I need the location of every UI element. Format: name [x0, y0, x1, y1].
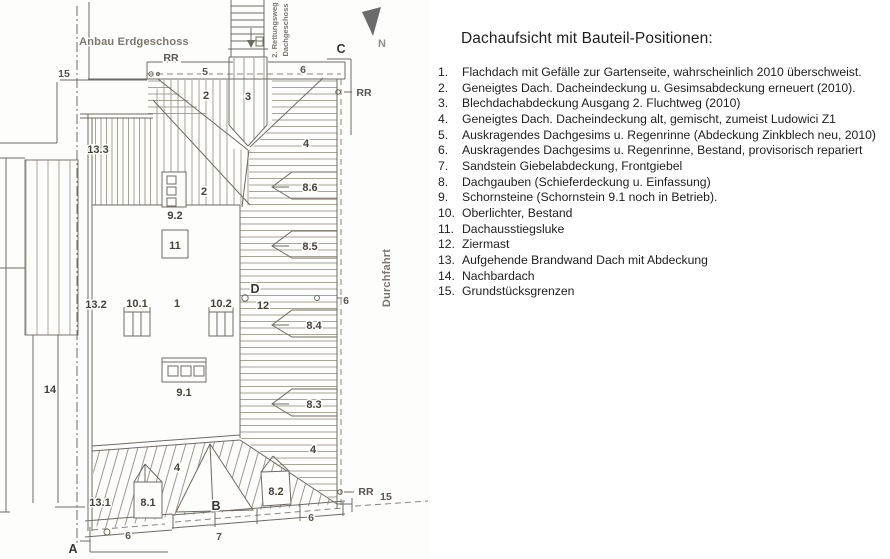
plan-label-4: 4 — [309, 444, 317, 456]
plan-label-rr: RR — [358, 486, 374, 498]
legend-item-number: 15. — [438, 284, 455, 299]
plan-label-8-5: 8.5 — [302, 241, 318, 253]
legend-item — [438, 96, 890, 112]
plan-label-8-1: 8.1 — [140, 497, 156, 509]
legend-item-text: Dachausstiegsluke — [462, 221, 565, 236]
plan-label-15: 15 — [380, 491, 392, 503]
legend-item-text: Geneigtes Dach. Dacheindeckung alt, gemischt, zumeist Ludowici Z1 — [462, 111, 836, 126]
legend-item-text: Nachbardach — [462, 268, 535, 283]
legend-item — [438, 112, 890, 128]
plan-label-6: 6 — [125, 530, 131, 542]
legend-item-number: 4. — [438, 111, 449, 126]
plan-label-c: C — [336, 42, 346, 56]
legend-item-text: Geneigtes Dach. Dacheindeckung u. Gesimsabdeckung erneuert (2010). — [462, 80, 856, 95]
legend-item-number: 3. — [438, 96, 449, 111]
plan-label-durchfahrt: Durchfahrt — [381, 248, 393, 308]
plan-label-11: 11 — [169, 240, 181, 252]
plan-label-2: 2 — [202, 90, 210, 102]
legend-item-number: 9. — [438, 190, 449, 205]
plan-label-13-3: 13.3 — [87, 144, 109, 156]
plan-label-2-rettungsweg: 2. Rettungsweg — [270, 2, 279, 58]
plan-label-8-2: 8.2 — [268, 486, 284, 498]
legend-item-number: 10. — [438, 205, 455, 220]
legend-item-number: 14. — [438, 268, 455, 283]
legend-item — [438, 190, 890, 206]
legend-panel — [430, 0, 890, 300]
neighbor-roof-14-hatch — [25, 160, 78, 335]
legend-item-number: 11. — [438, 221, 455, 236]
legend-item — [438, 159, 890, 175]
legend-item — [438, 65, 890, 81]
legend-item-number: 7. — [438, 158, 449, 173]
plan-label-8-4: 8.4 — [306, 320, 322, 332]
legend-item — [438, 128, 890, 144]
legend-item-text: Aufgehende Brandwand Dach mit Abdeckung — [462, 252, 708, 267]
legend-item — [438, 237, 890, 253]
legend-item — [438, 253, 890, 269]
plan-label-8-3: 8.3 — [306, 399, 322, 411]
plan-label-3: 3 — [244, 91, 252, 103]
plan-label-4: 4 — [173, 462, 181, 474]
legend-item-text: Oberlichter, Bestand — [462, 205, 573, 220]
plan-label-10-2: 10.2 — [210, 298, 232, 310]
plan-label-13-1: 13.1 — [89, 497, 111, 509]
legend-item-number: 2. — [438, 80, 449, 95]
legend-item-number: 1. — [438, 65, 449, 79]
plan-label-2: 2 — [200, 186, 208, 198]
plan-label-1: 1 — [173, 298, 181, 310]
plan-label-9-1: 9.1 — [176, 387, 192, 399]
plan-label-n: N — [378, 38, 386, 50]
plan-label-9-2: 9.2 — [167, 210, 183, 222]
roof-plan-drawing — [0, 0, 430, 559]
firewall-13-3-hatch — [92, 118, 153, 205]
legend-item — [438, 222, 890, 238]
legend-item-number: 5. — [438, 127, 449, 142]
legend-item-text: Grundstücksgrenzen — [462, 284, 575, 299]
chimney-9-2-symbol — [162, 172, 186, 207]
legend-item-text: Schornsteine (Schornstein 9.1 noch in Betrieb). — [462, 190, 718, 205]
plan-label-6: 6 — [308, 512, 314, 524]
plan-label-7: 7 — [216, 531, 222, 543]
legend-item-text: Flachdach mit Gefälle zur Gartenseite, wahrscheinlich 2010 überschweist. — [462, 65, 862, 79]
plan-label-5: 5 — [202, 66, 208, 78]
plan-label-13-2: 13.2 — [85, 299, 107, 311]
plan-label-dachgeschoss: Dachgeschoss — [281, 3, 290, 57]
chimney-9-1-symbol — [162, 358, 206, 382]
plan-label-12: 12 — [256, 300, 270, 312]
plan-label-10-1: 10.1 — [126, 298, 148, 310]
legend-item-number: 8. — [438, 174, 449, 189]
plan-label-rr: RR — [356, 87, 372, 99]
legend-item-text: Auskragendes Dachgesims u. Regenrinne (Abdeckung Zinkblech neu, 2010) — [462, 127, 876, 142]
legend-item-text: Dachgauben (Schieferdeckung u. Einfassung) — [462, 174, 711, 189]
plan-label-6: 6 — [343, 295, 349, 307]
plan-label-anbau-erdgeschoss: Anbau Erdgeschoss — [79, 36, 189, 48]
plan-label-15: 15 — [58, 68, 70, 80]
plan-label-4: 4 — [302, 138, 310, 150]
legend-item-number: 6. — [438, 143, 449, 158]
legend-item-text: Sandstein Giebelabdeckung, Frontgiebel — [462, 158, 683, 173]
legend-item-text: Blechdachabdeckung Ausgang 2. Fluchtweg (2010) — [462, 96, 741, 111]
plan-label-14: 14 — [43, 384, 57, 396]
legend-item — [438, 175, 890, 191]
legend-list — [438, 65, 890, 300]
legend-item — [438, 284, 890, 300]
plan-label-a: A — [68, 542, 78, 556]
plan-label-d: D — [250, 282, 260, 296]
legend-item — [438, 81, 890, 97]
legend-item-number: 12. — [438, 237, 455, 252]
legend-item-text: Auskragendes Dachgesims u. Regenrinne, Bestand, provisorisch repariert — [462, 143, 863, 158]
plan-label-rr: RR — [163, 52, 179, 64]
legend-item-number: 13. — [438, 252, 455, 267]
page-title: Dachaufsicht mit Bauteil-Positionen: — [461, 30, 713, 47]
legend-item — [438, 143, 890, 159]
legend-item — [438, 269, 890, 285]
legend-item — [438, 206, 890, 222]
plan-label-6: 6 — [300, 64, 306, 76]
plan-label-8-6: 8.6 — [302, 182, 318, 194]
plan-label-b: B — [211, 499, 221, 513]
legend-item-text: Ziermast — [462, 237, 510, 252]
